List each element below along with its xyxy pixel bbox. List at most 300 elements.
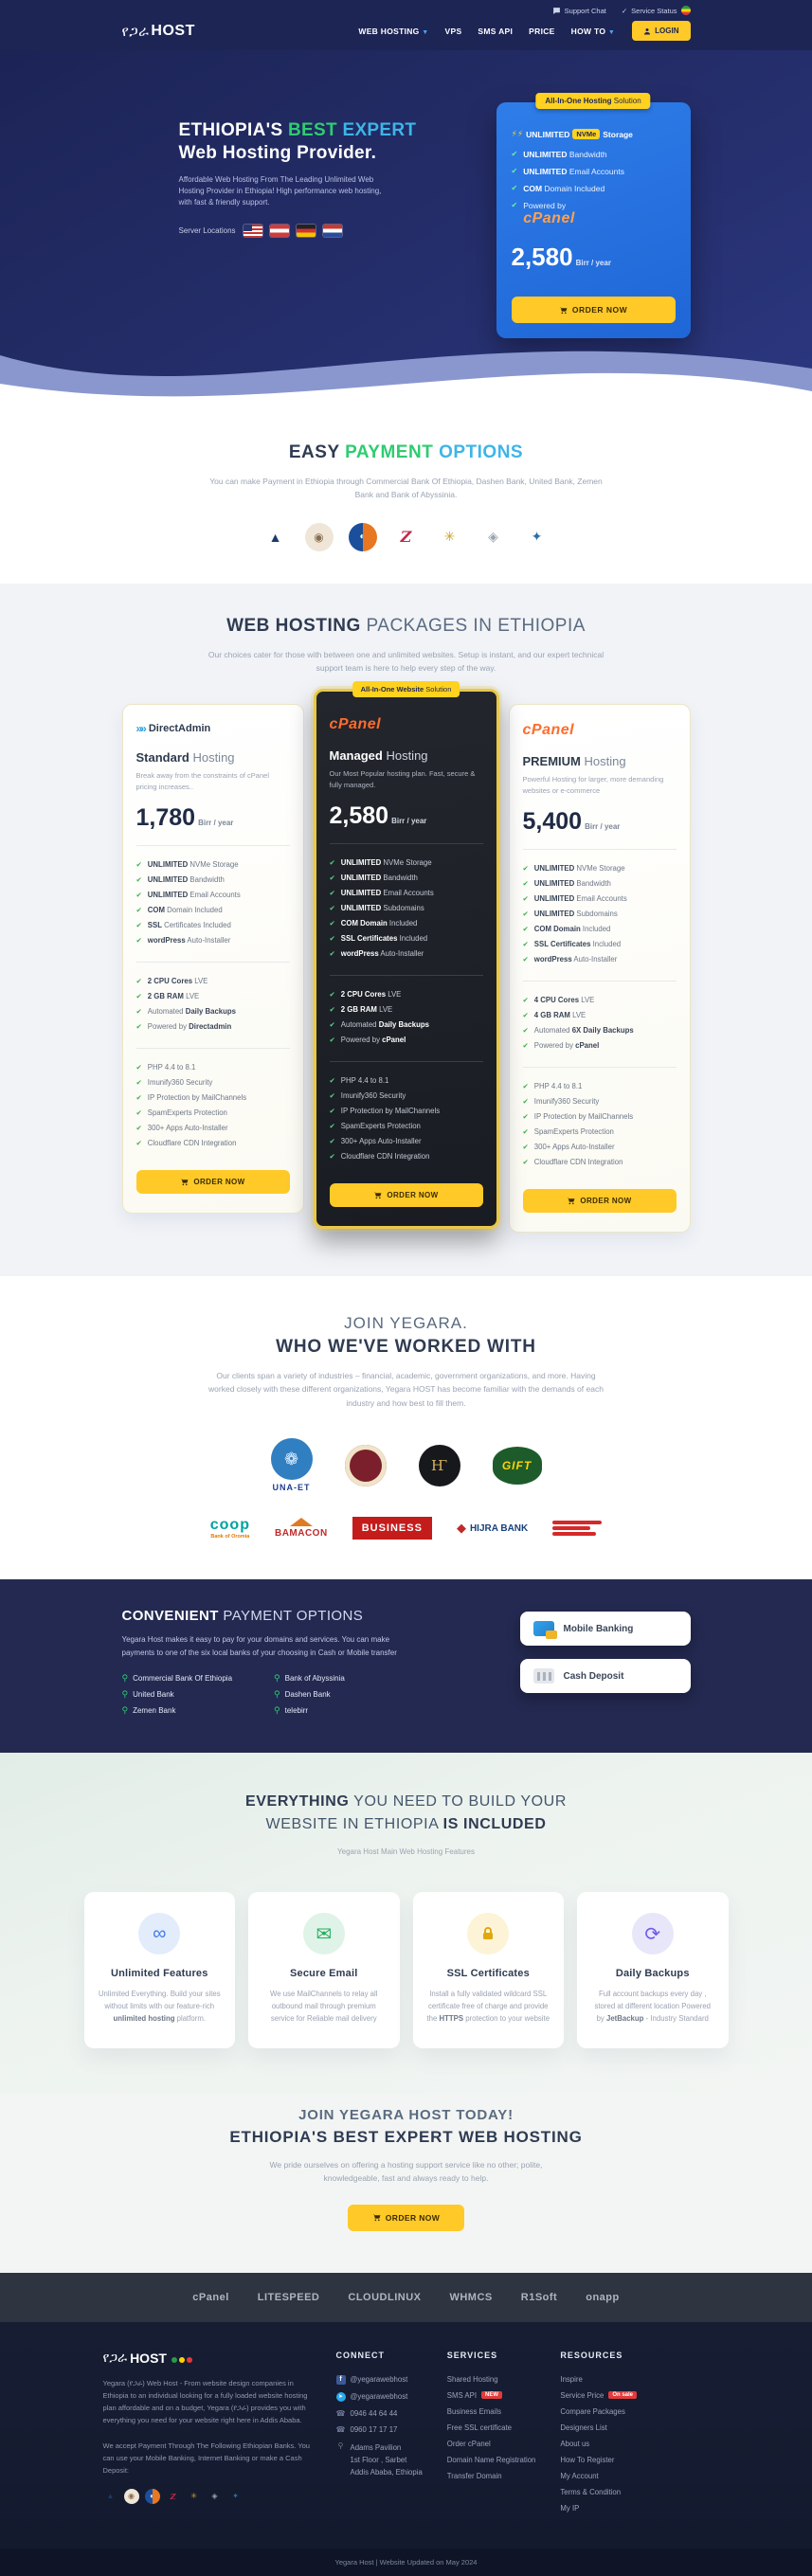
footer-phone-2[interactable]: ☎ 0960 17 17 17	[335, 2424, 398, 2434]
plan-feature: ✔ 300+ Apps Auto-Installer	[329, 1137, 422, 1146]
hero-subtitle: Affordable Web Hosting From The Leading Unlimited Web Hosting Provider in Ethiopia! High performance web hosting, with fast & friendly support.	[178, 174, 382, 207]
check-icon: ✔	[522, 1127, 529, 1137]
footer-link[interactable]: Order cPanel	[446, 2439, 491, 2448]
check-icon: ✔	[511, 184, 518, 192]
cpanel-logo: cPanel	[329, 715, 382, 732]
support-chat-label: Support Chat	[564, 6, 606, 15]
copyright-text: Yegara Host | Website Updated on May 2024	[334, 2557, 478, 2567]
plan-feature: ✔ UNLIMITED Bandwidth	[522, 879, 611, 889]
bank-logo-dashen: ✳	[443, 529, 456, 545]
plan-card-managed	[314, 684, 499, 1229]
check-icon: ✔	[329, 1005, 335, 1015]
logo[interactable]	[122, 23, 195, 40]
link-badge: NEW	[481, 2391, 502, 2399]
cpanel-logo: cPanel	[522, 721, 575, 738]
site-footer	[0, 2322, 812, 2549]
credit-card-icon	[533, 1621, 554, 1636]
footer-link[interactable]: Designers List	[560, 2423, 607, 2432]
check-icon: ✔	[135, 936, 142, 946]
check-icon: ✔	[135, 906, 142, 915]
check-icon: ✔	[511, 167, 518, 175]
partner-logo: WHMCS	[449, 2291, 493, 2303]
plan-feature: ✔ UNLIMITED Email Accounts	[135, 891, 241, 900]
hero-section	[0, 50, 812, 414]
plan-feature: ✔ COM Domain Included	[329, 919, 418, 928]
hero-feature: ✔ COM Domain Included	[511, 184, 605, 193]
packages-body: Our choices cater for those with between one and unlimited websites. Setup is instant, and our expert technical support team is here to help every step of the way.	[208, 649, 604, 674]
footer-connect-column	[336, 2351, 423, 2516]
plan-feature: ✔ 300+ Apps Auto-Installer	[135, 1124, 228, 1133]
cart-icon	[372, 2213, 381, 2222]
plan-price: 2,580 Birr / year	[329, 802, 427, 829]
check-icon: ✔	[135, 875, 142, 885]
clients-title-1: JOIN YEGARA.	[344, 1313, 468, 1332]
check-icon: ✔	[329, 1076, 335, 1086]
footer-about-column	[103, 2351, 312, 2516]
plan-feature: ✔ 300+ Apps Auto-Installer	[522, 1143, 615, 1152]
check-icon: ✔	[135, 891, 142, 900]
check-icon: ✔	[135, 1022, 142, 1032]
join-body: We pride ourselves on offering a hosting support service like no other; polite, knowledgeable, fast and always ready to help.	[269, 2159, 543, 2184]
plan-feature: ✔ Imunify360 Security	[135, 1078, 213, 1088]
plan-feature-group	[136, 962, 290, 1035]
check-icon: ✔	[522, 879, 529, 889]
link-badge: On sale	[608, 2391, 637, 2399]
footer-heading: CONNECT	[335, 2350, 385, 2360]
check-icon: ✔	[329, 1020, 335, 1030]
plan-card-standard	[122, 704, 304, 1214]
ethiopia-flag-icon	[681, 6, 691, 15]
included-title: EVERYTHING YOU NEED TO BUILD YOUR WEBSITE IN ETHIOPIA IS INCLUDED	[245, 1793, 567, 1833]
location-pin-icon: ⚲	[121, 1705, 129, 1716]
bank-list-item: ⚲ Bank of Abyssinia	[274, 1673, 345, 1684]
feature-card-backups: ⟳ Daily Backups Full account backups every day , stored at different location Powered by JetBackup - Industry Standard	[577, 1892, 729, 2048]
plan-feature: ✔ Automated 6X Daily Backups	[522, 1026, 634, 1036]
plan-feature: ✔ Automated Daily Backups	[135, 1007, 236, 1017]
plan-feature: ✔ UNLIMITED Subdomains	[329, 904, 424, 913]
plan-feature: ✔ UNLIMITED Email Accounts	[522, 894, 627, 904]
bank-logo-globe: ◐	[145, 2489, 160, 2504]
plan-feature: ✔ UNLIMITED NVMe Storage	[135, 860, 239, 870]
location-pin-icon: ⚲	[274, 1689, 280, 1700]
plan-feature: ✔ Imunify360 Security	[329, 1091, 406, 1101]
bank-logo-zemen: Z	[170, 2491, 176, 2501]
check-icon: ✔	[522, 864, 529, 874]
ethiopia-flag-dots-icon	[170, 2351, 192, 2366]
plan-feature-group	[523, 1067, 677, 1170]
partner-logos-row	[0, 2292, 812, 2303]
germany-flag-icon	[297, 225, 316, 237]
check-icon: ✔	[135, 1124, 142, 1133]
check-icon: ✔	[329, 1137, 335, 1146]
location-pin-icon: ⚲	[274, 1673, 280, 1684]
footer-link[interactable]: Inspire	[560, 2374, 583, 2384]
footer-link[interactable]: Compare Packages	[560, 2406, 625, 2416]
plan-feature: ✔ UNLIMITED NVMe Storage	[522, 864, 625, 874]
packages-section	[0, 584, 812, 1276]
bamacon-logo: BAMACON	[275, 1518, 328, 1539]
service-status-link[interactable]	[622, 6, 691, 15]
bank-logo-telebirr: ✦	[232, 2492, 239, 2501]
partner-logo: onapp	[586, 2291, 620, 2303]
bank-list-col2	[274, 1670, 345, 1719]
check-icon: ✔	[522, 910, 529, 919]
convenient-title: CONVENIENT PAYMENT OPTIONS	[121, 1608, 364, 1625]
hero-wave-divider	[0, 329, 812, 414]
footer-facebook-link[interactable]: f @yegarawebhost	[336, 2371, 423, 2388]
plan-feature: ✔ Automated Daily Backups	[329, 1020, 429, 1030]
server-locations-label: Server Locations	[178, 225, 236, 235]
check-icon: ✔	[135, 1139, 142, 1148]
hero-price: 2,580 Birr / year	[511, 243, 611, 271]
partner-logo: R1Soft	[520, 2291, 558, 2303]
partner-logo: LITESPEED	[257, 2291, 320, 2303]
footer-services-column	[447, 2351, 536, 2516]
check-icon: ✔	[329, 1122, 335, 1131]
easy-payment-title: EASY PAYMENT OPTIONS	[288, 442, 524, 462]
service-status-label: Service Status	[631, 6, 677, 15]
plan-feature: ✔ SSL Certificates Included	[522, 940, 622, 949]
order-now-button[interactable]: ORDER NOW	[330, 1183, 483, 1207]
bank-logo-dashen: ✳	[190, 2492, 197, 2501]
check-icon: ✔	[135, 860, 142, 870]
plan-feature: ✔ UNLIMITED Subdomains	[522, 910, 618, 919]
netherlands-flag-icon	[323, 225, 342, 237]
feature-card-unlimited: ∞ Unlimited Features Unlimited Everything. Build your sites without limits with our feature-rich unlimited hosting platform.	[84, 1892, 236, 2048]
footer-link[interactable]: Shared Hosting	[446, 2374, 498, 2384]
infinity-icon: ∞	[138, 1913, 180, 1955]
plan-name: PREMIUM Hosting	[522, 753, 626, 768]
bank-logo-telebirr: ✦	[531, 529, 543, 545]
plan-feature: ✔ Cloudflare CDN Integration	[329, 1152, 430, 1162]
check-icon: ✔	[329, 858, 335, 868]
check-icon: ✔	[329, 1152, 335, 1162]
check-icon: ✔	[329, 990, 335, 1000]
check-icon: ✔	[522, 996, 529, 1005]
check-icon: ✔	[522, 940, 529, 949]
plan-description: Break away from the constraints of cPanel pricing increases..	[135, 770, 269, 791]
check-icon: ✔	[522, 894, 529, 904]
plan-feature: ✔ COM Domain Included	[522, 925, 611, 934]
check-icon: ✔	[522, 1041, 529, 1051]
bank-list-col1	[122, 1670, 233, 1719]
nav-item-vps[interactable]: VPS	[444, 26, 462, 36]
plan-feature-group	[330, 1061, 483, 1164]
plan-feature: ✔ IP Protection by MailChannels	[135, 1093, 247, 1103]
clients-title-2: WHO WE'VE WORKED WITH	[276, 1336, 536, 1357]
clients-section	[0, 1276, 812, 1579]
plan-price: 5,400 Birr / year	[522, 807, 621, 835]
check-icon: ✔	[329, 934, 335, 944]
bank-building-icon	[533, 1668, 554, 1684]
usa-flag-icon	[244, 225, 262, 237]
plan-feature: ✔ PHP 4.4 to 8.1	[522, 1082, 583, 1091]
hero-copy	[122, 102, 468, 367]
nav-item-web-hosting[interactable]: WEB HOSTING ▼	[358, 26, 429, 36]
footer-link[interactable]: My Account	[560, 2471, 599, 2480]
cart-icon	[180, 1178, 189, 1186]
order-now-button[interactable]: ORDER NOW	[136, 1170, 290, 1194]
logo-text: HOST	[151, 22, 195, 39]
plan-feature: ✔ Cloudflare CDN Integration	[522, 1158, 623, 1167]
telegram-icon: ➤	[336, 2392, 346, 2402]
hero-title-line2: Web Hosting Provider.	[178, 142, 377, 163]
footer-link[interactable]: Domain Name Registration	[446, 2455, 536, 2464]
check-icon: ✔	[522, 1026, 529, 1036]
coop-bank-logo: coop Bank of Oromia	[209, 1517, 250, 1540]
directadmin-icon: »»	[135, 721, 145, 735]
bank-logo-construction: ▲	[268, 529, 282, 545]
roof-icon	[290, 1518, 313, 1526]
check-icon: ✔	[522, 1082, 529, 1091]
footer-link[interactable]: Free SSL certificate	[446, 2423, 512, 2432]
footer-heading: SERVICES	[446, 2350, 498, 2360]
check-icon: ✔	[135, 992, 142, 1001]
plan-feature: ✔ 2 GB RAM LVE	[329, 1005, 393, 1015]
partner-logo: cPanel	[192, 2291, 229, 2303]
facebook-icon: f	[336, 2375, 346, 2385]
plan-feature: ✔ 2 GB RAM LVE	[135, 992, 200, 1001]
partner-logo: CLOUDLINUX	[348, 2291, 422, 2303]
chat-icon	[552, 7, 561, 15]
join-section	[0, 2094, 812, 2273]
plan-feature: ✔ IP Protection by MailChannels	[329, 1107, 441, 1116]
support-chat-link[interactable]	[552, 7, 606, 15]
plan-card-premium	[509, 704, 691, 1233]
plan-feature: ✔ UNLIMITED Email Accounts	[329, 889, 434, 898]
phone-icon: ☎	[335, 2408, 346, 2418]
plan-badge: All-In-One Website Solution	[352, 681, 460, 697]
footer-heading: RESOURCES	[560, 2350, 623, 2360]
footer-link[interactable]: SMS API NEW	[447, 2387, 536, 2404]
check-icon: ✔	[329, 1036, 335, 1045]
plan-feature: ✔ SpamExperts Protection	[522, 1127, 614, 1137]
plan-feature: ✔ wordPress Auto-Installer	[135, 936, 231, 946]
directadmin-logo: »» DirectAdmin	[135, 721, 211, 735]
check-icon: ✓	[621, 6, 628, 15]
cart-icon	[567, 1197, 575, 1205]
footer-link[interactable]: About us	[560, 2439, 590, 2448]
bank-logo-construction: ▲	[106, 2492, 115, 2501]
mobile-banking-button[interactable]: Mobile Banking	[520, 1612, 691, 1646]
login-button[interactable]: LOGIN	[632, 21, 690, 41]
diamond-icon: ◆	[456, 1521, 466, 1536]
bottom-bar	[0, 2549, 812, 2576]
check-icon: ✔	[511, 201, 518, 209]
check-icon: ✔	[329, 949, 335, 959]
footer-address: ⚲ Adams Pavilion 1st Floor , Sarbet Addis Ababa, Ethiopia	[336, 2438, 423, 2483]
partners-band	[0, 2273, 812, 2322]
plan-feature: ✔ Cloudflare CDN Integration	[135, 1139, 237, 1148]
bank-logo-shell: ◉	[124, 2489, 139, 2504]
nav-item-price[interactable]: PRICE	[529, 26, 555, 36]
una-et-logo: ❁ UNA-ET	[271, 1438, 313, 1492]
feature-card-secure-email: ✉ Secure Email We use MailChannels to relay all outbound mail through premium service for Reliable mail delivery	[248, 1892, 400, 2048]
plan-feature: ✔ 2 CPU Cores LVE	[329, 990, 402, 1000]
business-logo: BUSINESS	[352, 1517, 432, 1540]
check-icon: ✔	[329, 874, 335, 883]
user-icon	[643, 27, 651, 35]
plan-feature: ✔ Imunify360 Security	[522, 1097, 600, 1107]
packages-title: WEB HOSTING PACKAGES IN ETHIOPIA	[226, 615, 586, 636]
backup-clock-icon: ⟳	[632, 1913, 674, 1955]
plan-feature-group	[523, 849, 677, 967]
nav-item-sms-api[interactable]: SMS API	[478, 26, 514, 36]
plan-feature: ✔ 2 CPU Cores LVE	[135, 977, 208, 986]
plan-feature: ✔ UNLIMITED Bandwidth	[329, 874, 418, 883]
bank-logo-layered: ◈	[211, 2492, 218, 2501]
cart-icon	[373, 1191, 382, 1199]
check-icon: ✔	[329, 904, 335, 913]
check-icon: ✔	[522, 955, 529, 964]
footer-link[interactable]: How To Register	[560, 2455, 615, 2464]
hero-title: ETHIOPIA'S BEST EXPERT Web Hosting Provider.	[178, 120, 417, 163]
check-icon: ✔	[135, 1093, 142, 1103]
footer-phone-1[interactable]: ☎ 0946 44 64 44	[335, 2408, 398, 2418]
chevron-down-icon: ▼	[422, 28, 429, 36]
server-locations	[179, 225, 468, 237]
plan-feature: ✔ COM Domain Included	[135, 906, 223, 915]
plan-feature: ✔ 4 GB RAM LVE	[522, 1011, 586, 1020]
bank-logos-row	[0, 523, 812, 551]
hero-card-badge: All-In-One Hosting Solution	[535, 93, 650, 109]
cash-deposit-button[interactable]: Cash Deposit	[520, 1659, 691, 1693]
main-nav	[358, 27, 615, 36]
check-icon: ✔	[135, 1007, 142, 1017]
lock-icon	[467, 1913, 509, 1955]
footer-resources-column	[560, 2351, 637, 2516]
plan-feature-group	[523, 981, 677, 1054]
plan-feature: ✔ SSL Certificates Included	[135, 921, 231, 930]
check-icon: ✔	[522, 1011, 529, 1020]
check-icon: ✔	[135, 921, 142, 930]
footer-link[interactable]: My IP	[560, 2503, 580, 2513]
topbar	[122, 6, 691, 15]
nav-item-how-to[interactable]: HOW TO ▼	[570, 26, 616, 36]
plan-description: Powerful Hosting for larger, more demanding websites or e-commerce	[522, 774, 664, 795]
plan-feature: ✔ Powered by cPanel	[522, 1041, 600, 1051]
check-icon: ✔	[522, 1097, 529, 1107]
maroon-emblem-logo	[345, 1445, 387, 1486]
convenient-body: Yegara Host makes it easy to pay for your domains and services. You can make payments to one of the six local banks of your choosing in Cash or Mobile transfer	[121, 1635, 397, 1657]
hero-feature-list	[512, 146, 676, 231]
check-icon: ✔	[329, 1107, 335, 1116]
nvme-badge: NVMe	[572, 129, 600, 139]
footer-bank-logos	[103, 2489, 312, 2504]
hero-feature: ✔ UNLIMITED Bandwidth	[511, 150, 607, 159]
footer-telegram-link[interactable]: ➤ @yegarawebhost	[336, 2388, 423, 2405]
location-pin-icon: ⚲	[337, 2441, 344, 2450]
check-icon: ✔	[135, 977, 142, 986]
check-icon: ✔	[329, 919, 335, 928]
hero-feature-storage: ⚡⚡ UNLIMITED NVMe Storage	[511, 129, 633, 139]
footer-link[interactable]: Terms & Condition	[560, 2487, 622, 2496]
easy-payment-section	[0, 414, 812, 584]
hero-order-button[interactable]: ORDER NOW	[512, 297, 676, 323]
cart-icon	[559, 306, 568, 315]
included-section	[0, 1753, 812, 2094]
dark-emblem-logo: Ҥ	[419, 1445, 460, 1486]
plan-feature: ✔ UNLIMITED Bandwidth	[135, 875, 225, 885]
client-logos-row-1	[0, 1438, 812, 1492]
footer-about-text: Yegara (የጋራ) Web Host - From website design companies in Ethiopia to an individual looking for a fully loaded website hosting plan affordable and on a budget, Yegara (የጋራ) provides you with everything you need for your website right here in Addis Ababa.	[102, 2378, 308, 2425]
logo-script: የጋራ	[121, 22, 150, 40]
check-icon: ✔	[522, 925, 529, 934]
plan-feature: ✔ SSL Certificates Included	[329, 934, 428, 944]
plan-feature-group	[136, 845, 290, 948]
bank-logo-globe: ◐	[349, 523, 377, 551]
convenient-payment-section	[0, 1579, 812, 1753]
bolt-icon: ⚡⚡	[511, 129, 524, 138]
check-icon: ✔	[511, 150, 518, 158]
plan-feature: ✔ wordPress Auto-Installer	[522, 955, 618, 964]
location-pin-icon: ⚲	[121, 1689, 129, 1700]
plan-feature: ✔ SpamExperts Protection	[135, 1108, 227, 1118]
hero-pricing-card	[496, 97, 691, 338]
bank-list-item: ⚲ telebirr	[274, 1705, 309, 1716]
hero-feature: ✔ UNLIMITED Email Accounts	[511, 167, 624, 176]
check-icon: ✔	[522, 1158, 529, 1167]
plan-feature: ✔ 4 CPU Cores LVE	[522, 996, 595, 1005]
join-title-2: ETHIOPIA'S BEST EXPERT WEB HOSTING	[229, 2127, 583, 2146]
plan-feature: ✔ PHP 4.4 to 8.1	[135, 1063, 196, 1072]
plan-feature: ✔ IP Protection by MailChannels	[522, 1112, 634, 1122]
plan-name: Standard Hosting	[135, 749, 235, 765]
check-icon: ✔	[135, 1063, 142, 1072]
footer-link[interactable]: Service Price On sale	[560, 2387, 637, 2404]
amharic-script-logo	[552, 1521, 602, 1536]
plan-feature-group	[330, 843, 483, 962]
check-icon: ✔	[329, 1091, 335, 1101]
site-header	[0, 0, 812, 50]
bank-list-item: ⚲ Dashen Bank	[274, 1689, 331, 1700]
plan-feature: ✔ Powered by Directadmin	[135, 1022, 232, 1032]
check-icon: ✔	[329, 889, 335, 898]
check-icon: ✔	[135, 1108, 142, 1118]
plan-feature: ✔ wordPress Auto-Installer	[329, 949, 424, 959]
join-order-button[interactable]: ORDER NOW	[348, 2205, 464, 2231]
check-icon: ✔	[522, 1112, 529, 1122]
feature-card-ssl: SSL Certificates Install a fully validated wildcard SSL certificate free of charge and provide the HTTPS protection to your website	[413, 1892, 565, 2048]
hijra-bank-logo: ◆ HIJRA BANK	[456, 1521, 529, 1536]
footer-logo[interactable]: የጋራ HOST	[103, 2351, 312, 2366]
plan-description: Our Most Popular hosting plan. Fast, secure & fully managed.	[329, 768, 476, 789]
join-title-1: JOIN YEGARA HOST TODAY!	[298, 2106, 514, 2123]
check-icon: ✔	[135, 1078, 142, 1088]
chevron-down-icon: ▼	[607, 28, 616, 36]
un-emblem-icon: ❁	[271, 1438, 313, 1480]
location-pin-icon: ⚲	[121, 1673, 129, 1684]
bank-list-item: ⚲ United Bank	[121, 1689, 174, 1700]
footer-link[interactable]: Business Emails	[446, 2406, 501, 2416]
bank-list-item: ⚲ Commercial Bank Of Ethiopia	[121, 1673, 233, 1684]
plan-feature: ✔ UNLIMITED NVMe Storage	[329, 858, 432, 868]
envelope-icon: ✉	[303, 1913, 345, 1955]
location-pin-icon: ⚲	[274, 1705, 280, 1716]
footer-link[interactable]: Transfer Domain	[446, 2471, 502, 2480]
footer-payment-text: We accept Payment Through The Following Ethiopian Banks. You can use your Mobile Banking, Internet Banking or make a Cash Deposit:	[102, 2441, 310, 2476]
gift-logo: GIFT	[493, 1447, 542, 1485]
order-now-button[interactable]: ORDER NOW	[523, 1189, 677, 1213]
hero-feature: ✔ Powered by cPanel	[511, 201, 575, 226]
plan-feature: ✔ PHP 4.4 to 8.1	[329, 1076, 389, 1086]
check-icon: ✔	[522, 1143, 529, 1152]
bank-list-item: ⚲ Zemen Bank	[121, 1705, 176, 1716]
clients-body: Our clients span a variety of industries – financial, academic, government organizations, and more. Having worked closely with these different organizations, Yegara HOST has become familiar with the demands of each industry and how best to fill them.	[208, 1370, 604, 1408]
phone-icon: ☎	[335, 2424, 346, 2434]
plan-feature: ✔ SpamExperts Protection	[329, 1122, 421, 1131]
navbar	[122, 21, 691, 41]
